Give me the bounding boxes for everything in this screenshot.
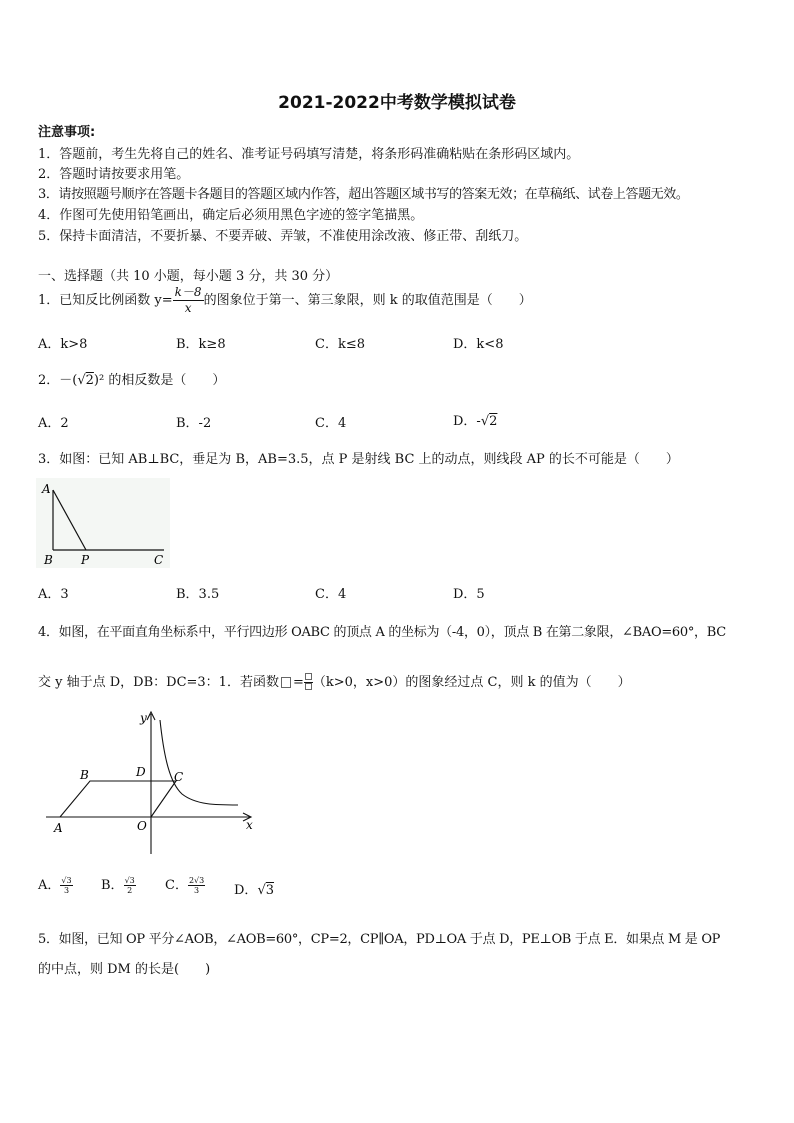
q1-option-d: D．k<8 xyxy=(453,337,504,352)
q1-option-b: B．k≥8 xyxy=(176,337,226,352)
question-4-line-1: 4．如图，在平面直角坐标系中，平行四边形 OABC 的顶点 A 的坐标为（-4，0），顶点 B 在第二象限，∠BAO=60°，BC xyxy=(38,625,726,640)
label-x: x xyxy=(246,818,253,832)
q4-function-fraction xyxy=(304,673,313,692)
q2-option-b: B．-2 xyxy=(176,416,212,431)
q4-option-c-num: 2√3 xyxy=(188,876,205,885)
label-c: C xyxy=(174,770,184,784)
page-title: 2021-2022中考数学模拟试卷 xyxy=(278,93,516,113)
q4-equals: = xyxy=(292,675,304,690)
q3-option-d: D．5 xyxy=(453,587,485,602)
q4-option-c xyxy=(165,874,205,895)
q4-option-d xyxy=(234,879,274,898)
q1-suffix: 的图象位于第一、第三象限，则 k 的取值范围是（ ） xyxy=(203,293,532,308)
q2-prefix: 2．－( xyxy=(38,373,78,388)
q1-frac-num: k－8 xyxy=(174,285,202,299)
q4-option-d-label: D． xyxy=(234,883,258,898)
label-a: A xyxy=(42,482,51,496)
q4-option-b-num: √3 xyxy=(124,876,135,885)
q2-option-d xyxy=(453,410,497,429)
q4-option-a-num: √3 xyxy=(61,876,72,885)
label-a: A xyxy=(54,821,63,835)
q1-frac-den: x xyxy=(184,301,192,315)
hyperbola-curve xyxy=(160,720,238,805)
q4-option-b-den: 2 xyxy=(127,886,133,895)
q4-line2-prefix: 交 y 轴于点 D，DB：DC=3：1．若函数 xyxy=(38,675,279,690)
q4-option-a-den: 3 xyxy=(63,886,70,895)
q3-option-c: C．4 xyxy=(315,587,347,602)
q1-option-c: C．k≤8 xyxy=(315,337,365,352)
q2-suffix: )² 的相反数是（ ） xyxy=(93,373,226,388)
parallelogram-oabc xyxy=(60,781,176,817)
q4-option-b xyxy=(101,874,136,895)
notice-item: 1．答题前，考生先将自己的姓名、准考证号码填写清楚，将条形码准确粘贴在条形码区域内。 xyxy=(38,147,580,162)
q2-radicand: 2 xyxy=(85,373,94,388)
q2-option-a: A．2 xyxy=(38,416,69,431)
notice-item: 4．作图可先使用铅笔画出，确定后必须用黑色字迹的签字笔描黑。 xyxy=(38,208,424,223)
notice-heading: 注意事项: xyxy=(38,125,96,140)
q3-option-a: A．3 xyxy=(38,587,69,602)
notice-item: 5．保持卡面清洁，不要折暴、不要弄破、弄皱，不准使用涂改液、修正带、刮纸刀。 xyxy=(38,229,528,244)
sqrt-icon: √ xyxy=(480,414,490,429)
q3-figure-bg xyxy=(36,478,170,568)
q1-option-a: A．k>8 xyxy=(38,337,88,352)
label-c: C xyxy=(154,553,164,567)
q4-option-a xyxy=(38,874,73,895)
q2-option-d-label: D．- xyxy=(453,414,481,429)
q2-option-d-radicand: 2 xyxy=(489,414,498,429)
q4-option-c-den: 3 xyxy=(194,886,200,895)
notice-item: 3．请按照题号顺序在答题卡各题目的答题区域内作答，超出答题区域书写的答案无效；在草稿纸、试卷上答题无效。 xyxy=(38,187,689,202)
q4-option-c-label: C． xyxy=(165,878,188,893)
label-d: D xyxy=(136,765,146,779)
label-b: B xyxy=(80,768,89,782)
q4-option-d-radicand: 3 xyxy=(265,883,275,898)
label-p: P xyxy=(81,553,90,567)
question-5-line-1: 5．如图，已知 OP 平分∠AOB，∠AOB=60°，CP=2，CP∥OA，PD⊥OA 于点 D，PE⊥OB 于点 E．如果点 M 是 OP xyxy=(38,932,721,947)
q4-option-b-label: B． xyxy=(101,878,124,893)
q2-option-c: C．4 xyxy=(315,416,347,431)
q4-option-a-label: A． xyxy=(38,878,61,893)
label-y: y xyxy=(140,711,147,725)
q3-option-b: B．3.5 xyxy=(176,587,220,602)
question-1 xyxy=(38,285,532,316)
notice-item: 2．答题时请按要求用笔。 xyxy=(38,167,190,182)
question-5-line-2: 的中点，则 DM 的长是( ) xyxy=(38,962,211,977)
q4-figure xyxy=(40,708,265,856)
sqrt-icon: √ xyxy=(77,373,86,388)
label-o: O xyxy=(137,819,147,833)
placeholder-box-icon xyxy=(304,683,313,692)
q4-line2-suffix: （k>0，x>0）的图象经过点 C，则 k 的值为（ ） xyxy=(312,675,631,690)
question-2 xyxy=(38,369,225,388)
q3-figure xyxy=(36,478,170,568)
q1-fraction xyxy=(173,285,204,316)
placeholder-box-icon xyxy=(304,673,313,683)
sqrt-icon: √ xyxy=(257,883,266,898)
label-b: B xyxy=(44,553,53,567)
question-4-line-2 xyxy=(38,671,631,692)
section-heading: 一、选择题（共 10 小题，每小题 3 分，共 30 分） xyxy=(38,269,339,284)
q1-prefix: 1．已知反比例函数 y= xyxy=(38,293,173,308)
placeholder-box-icon xyxy=(281,677,291,688)
question-3: 3．如图：已知 AB⊥BC，垂足为 B，AB=3.5，点 P 是射线 BC 上的动点，则线段 AP 的长不可能是（ ） xyxy=(38,452,679,467)
